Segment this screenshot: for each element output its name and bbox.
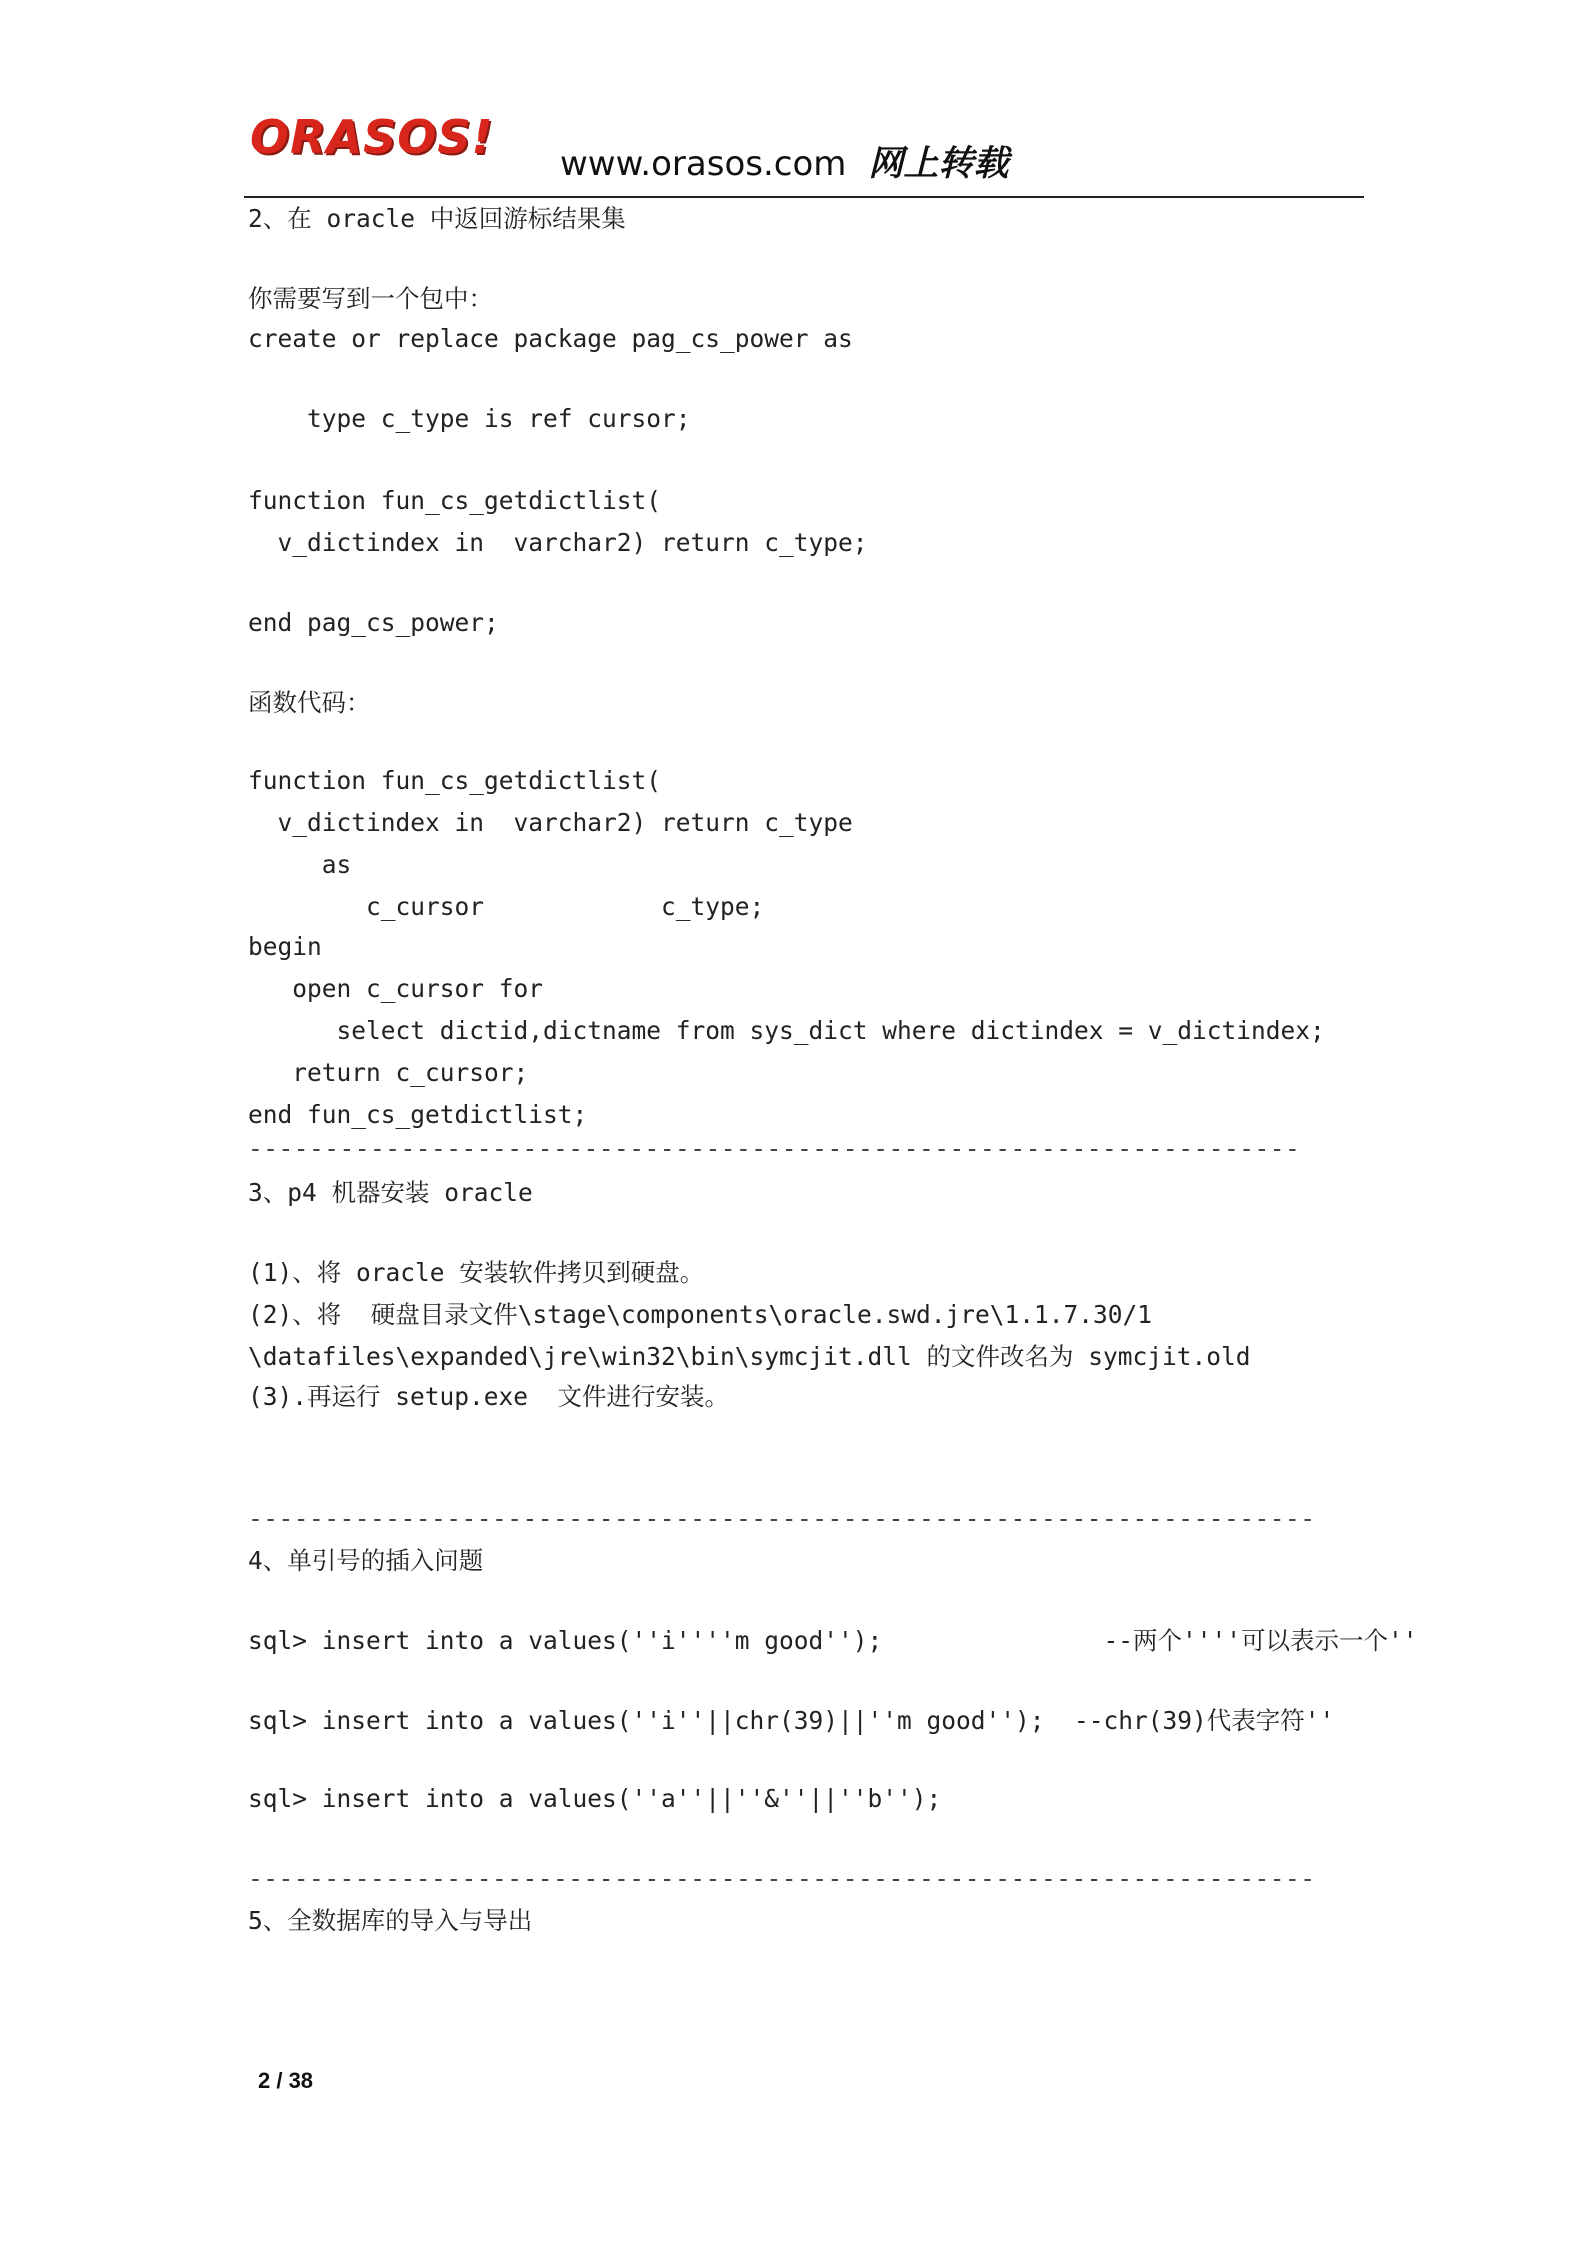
separator-line: --------------------------------------------------------------------- (248, 1134, 1301, 1163)
text-line: return c_cursor; (248, 1058, 529, 1087)
text-line: end pag_cs_power; (248, 608, 499, 637)
text-line: select dictid,dictname from sys_dict where dictindex = v_dictindex; (248, 1016, 1325, 1045)
text-line: (2)、将 硬盘目录文件\stage\components\oracle.swd.jre\1.1.7.30/1 (248, 1300, 1153, 1329)
text-line: open c_cursor for (248, 974, 544, 1003)
orasos-logo: ORASOS! (250, 110, 494, 164)
text-line: c_cursor c_type; (248, 892, 765, 921)
text-line: 3、p4 机器安装 oracle (248, 1178, 533, 1207)
page-number: 2 / 38 (258, 2068, 314, 2093)
text-line: begin (248, 932, 322, 961)
text-line: end fun_cs_getdictlist; (248, 1100, 588, 1129)
separator-line: ---------------------------------------------------------------------- (248, 1864, 1316, 1893)
text-line: 5、全数据库的导入与导出 (248, 1906, 533, 1935)
text-line: 函数代码： (248, 688, 371, 717)
text-line: v_dictindex in varchar2) return c_type; (248, 528, 868, 557)
text-line: function fun_cs_getdictlist( (248, 486, 662, 515)
text-line: \datafiles\expanded\jre\win32\bin\symcjit.dll 的文件改名为 symcjit.old (248, 1342, 1251, 1371)
text-line: 你需要写到一个包中： (248, 284, 493, 313)
text-line: 4、单引号的插入问题 (248, 1546, 484, 1575)
text-line: 2、在 oracle 中返回游标结果集 (248, 204, 626, 233)
site-header (560, 136, 1008, 186)
site-tag: 网上转载 (868, 143, 1009, 184)
text-line: function fun_cs_getdictlist( (248, 766, 662, 795)
text-line: (1)、将 oracle 安装软件拷贝到硬盘。 (248, 1258, 705, 1287)
site-url: www.orasos.com (560, 144, 847, 184)
text-line: create or replace package pag_cs_power as (248, 324, 853, 353)
text-line: as (248, 850, 352, 879)
text-line: (3).再运行 setup.exe 文件进行安装。 (248, 1382, 730, 1411)
text-line: sql> insert into a values(''i''''m good''); --两个''''可以表示一个'' (248, 1626, 1418, 1655)
header-divider (244, 196, 1364, 198)
text-line: v_dictindex in varchar2) return c_type (248, 808, 853, 837)
text-line: type c_type is ref cursor; (248, 404, 691, 433)
text-line: sql> insert into a values(''i''||chr(39)||''m good''); --chr(39)代表字符'' (248, 1706, 1335, 1735)
text-line: sql> insert into a values(''a''||''&''||''b''); (248, 1784, 942, 1813)
separator-line: ---------------------------------------------------------------------- (248, 1504, 1316, 1533)
